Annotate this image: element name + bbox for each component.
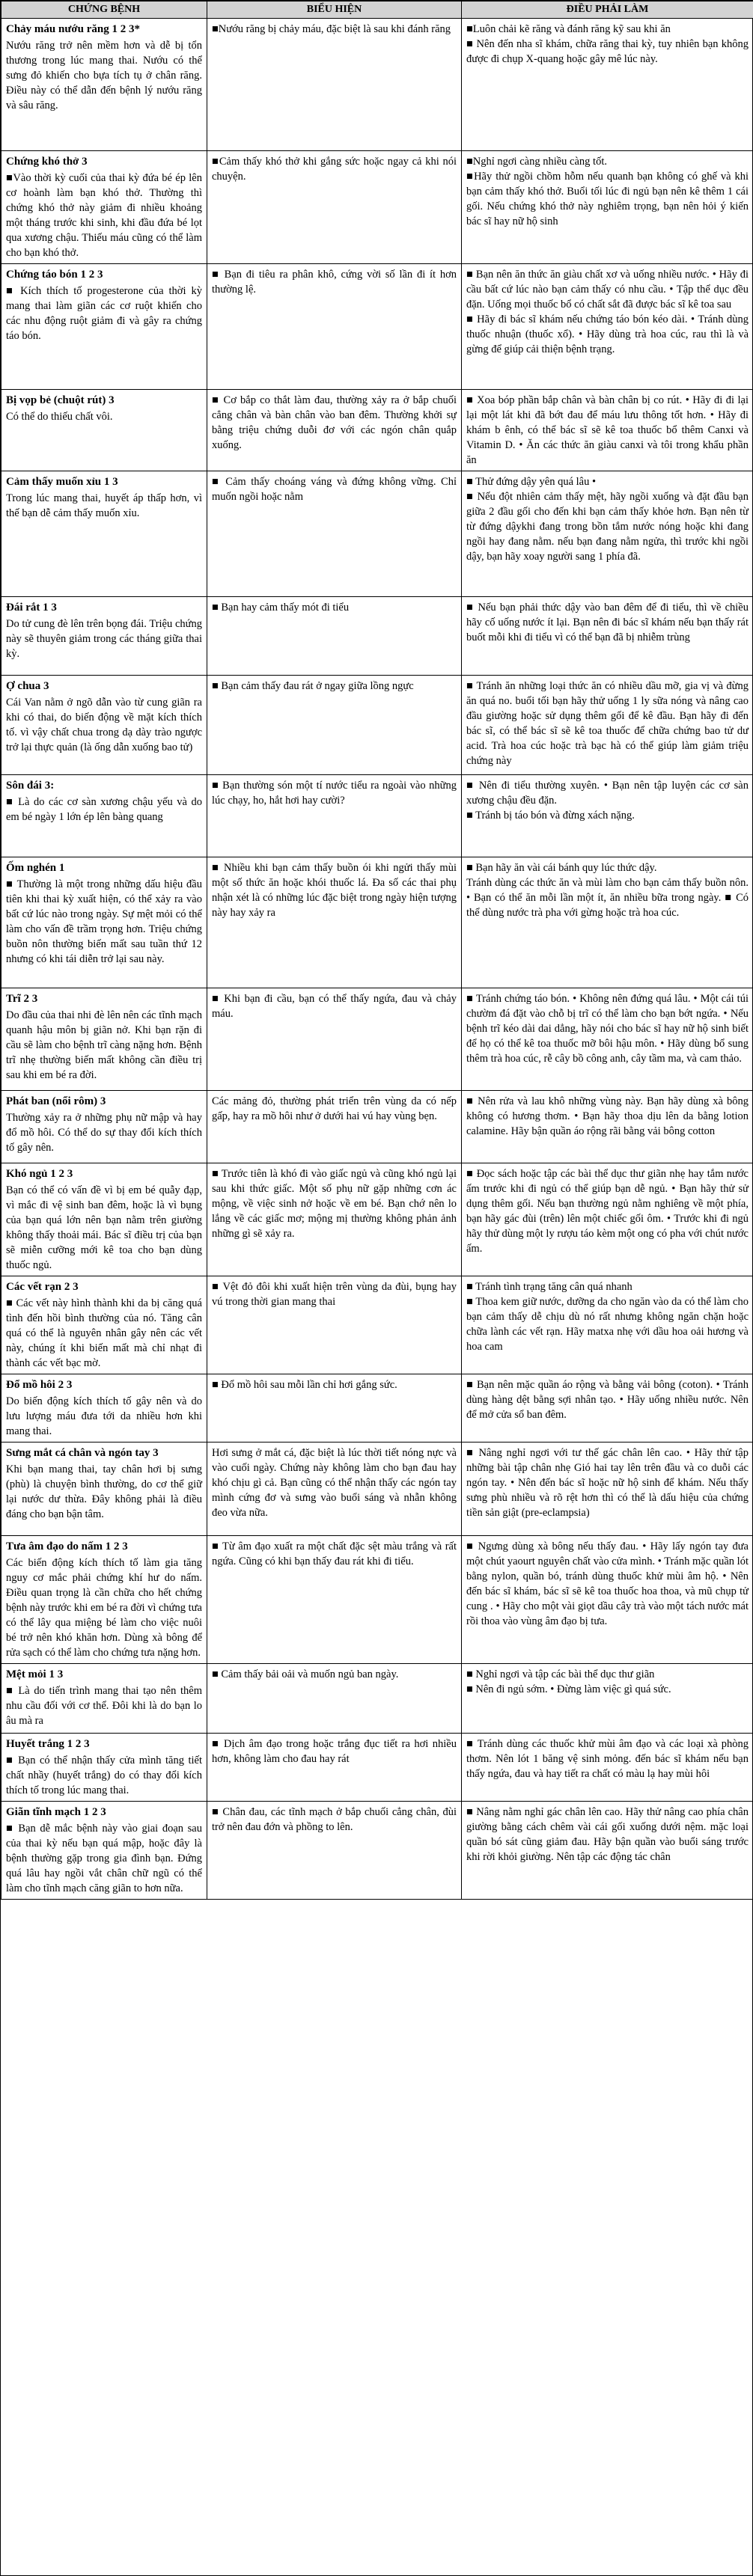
symptoms-cell: ■ Chân đau, các tĩnh mạch ở bắp chuối cẳng chân, đùi trở nên đau đớn và phồng to lên. xyxy=(207,1802,462,1900)
symptoms-cell: ■ Dịch âm đạo trong hoặc trắng đục tiết ra hơi nhiều hơn, không làm cho đau hay rát xyxy=(207,1734,462,1802)
condition-description: ■ Thường là một trong những dấu hiệu đầu tiên khi thai kỳ xuất hiện, có thể xảy ra vào bất cứ lúc nào trong ngày. Sự mệt mỏi có thể làm cho vấn đề trầm trọng hơn. Triệu chứng buồn nôn thường biến mất sau tuần thứ 12 nhưng có khi tái diễn trở lại sau này. xyxy=(6,878,202,965)
condition-cell xyxy=(1,1734,207,1802)
advice-cell: ■ Tránh chứng táo bón. • Không nên đứng quá lâu. • Một cái túi chườm đá đặt vào chỗ bị trĩ có thể làm cho bạn bớt ngứa. • Nếu bệnh trĩ kéo dài dai dẳng, hãy nói cho bác sĩ hay nữ hộ sinh biết để họ có thể kê toa thuốc mỡ bôi hậu môn. • Hãy dùng bổ sung thêm trà hoa cúc, rễ cây bồ công anh, cây tầm ma, và cam thảo. xyxy=(462,988,753,1091)
table-row xyxy=(1,264,753,390)
condition-name: Cảm thấy muốn xỉu 1 3 xyxy=(6,476,118,488)
condition-name: Chảy máu nướu răng 1 2 3* xyxy=(6,23,141,35)
condition-name: Ốm nghén 1 xyxy=(6,862,65,874)
condition-description: Thường xảy ra ở những phụ nữ mập và hay đổ mồ hôi. Có thể do sự thay đổi kích thích tố gây nên. xyxy=(6,1112,202,1154)
advice-cell: ■ Đọc sách hoặc tập các bài thể dục thư giãn nhẹ hay tắm nước ấm trước khi đi ngủ có thể giúp bạn dễ ngủ. • Bạn hãy thử sử dụng thêm gối. Nếu bạn thường ngủ nằm nghiêng về một phía, bạn hãy gác đùi (trên) lên một chiếc gối ôm. • Trước khi đi ngủ hãy thử dùng một ly rượu táo kèm một ong có pha với chút nước ấm. xyxy=(462,1163,753,1276)
condition-cell xyxy=(1,1163,207,1276)
condition-name: Chứng khó thở 3 xyxy=(6,156,88,168)
condition-cell xyxy=(1,264,207,390)
table-row xyxy=(1,1664,753,1734)
condition-description: Do biến động kích thích tố gây nên và do lưu lượng máu đưa tới da nhiều hơn khi mang thai. xyxy=(6,1395,202,1437)
advice-cell: ■ Nếu bạn phải thức dậy vào ban đêm để đi tiểu, thì về chiều hãy cố uống nước ít lại. Bạn nên đi bác sĩ khám nếu bạn thấy rát buốt mỗi khi đi tiểu vì có thể bạn đã bị nhiễm trùng xyxy=(462,597,753,676)
table-row xyxy=(1,775,753,857)
condition-description: ■ Các vết này hình thành khi da bị căng quá tình đến hồi bình thường của nó. Tăng cân quá có thể là nguyên nhân gây nên các vết này, chúng ít khi biến mất mà chỉ nhạt đi thành các vết bạc mờ. xyxy=(6,1297,202,1369)
symptoms-cell: ■ Vệt đỏ đôi khi xuất hiện trên vùng da đùi, bụng hay vú trong thời gian mang thai xyxy=(207,1276,462,1374)
condition-description: ■ Kích thích tố progesterone của thời kỳ mang thai làm giãn các cơ ruột khiến cho các nhu động ruột giảm đi và gây ra chứng táo bón. xyxy=(6,285,202,342)
symptoms-cell: ■ Cảm thấy choáng váng và đứng không vững. Chỉ muốn ngồi hoặc nằm xyxy=(207,471,462,597)
symptoms-cell: ■ Bạn thường són một tí nước tiểu ra ngoài vào những lúc chạy, ho, hắt hơi hay cười? xyxy=(207,775,462,857)
condition-description: Bạn có thể có vấn đề vì bị em bé quẫy đạp, vì mắc đi vệ sinh ban đêm, hoặc là vì bụng của bạn quá lớn nên bạn nằm trên giường không thấy thoải mái. Bác sĩ điều trị của bạn sẽ miễn cưỡng mới kê toa cho bạn dùng thuốc ngủ. xyxy=(6,1184,202,1271)
condition-name: Chứng táo bón 1 2 3 xyxy=(6,269,103,281)
table-row xyxy=(1,676,753,775)
condition-cell xyxy=(1,988,207,1091)
symptoms-cell: ■ Từ âm đạo xuất ra một chất đặc sệt màu trắng và rất ngứa. Cũng có khi bạn thấy đau rát khi đi tiểu. xyxy=(207,1536,462,1664)
table-row xyxy=(1,471,753,597)
condition-description: Do tử cung đè lên trên bọng đái. Triệu chứng này sẽ thuyên giảm trong các tháng giữa thai kỳ. xyxy=(6,618,202,660)
condition-cell xyxy=(1,471,207,597)
condition-name: Trĩ 2 3 xyxy=(6,993,38,1005)
advice-cell: ■ Tránh dùng các thuốc khử mùi âm đạo và các loại xà phòng thơm. Nên lót 1 băng vệ sinh mỏng. đến bác sĩ khám nếu bạn thấy ngứa, đau và hay tiết ra chất có màu lạ hay mùi hôi xyxy=(462,1734,753,1802)
condition-description: Có thể do thiếu chất vôi. xyxy=(6,411,113,423)
advice-cell: ■ Nghỉ ngơi và tập các bài thể dục thư giãn ■ Nên đi ngủ sớm. • Đừng làm việc gì quá sức. xyxy=(462,1664,753,1734)
condition-cell xyxy=(1,1276,207,1374)
advice-cell: ■ Tránh tình trạng tăng cân quá nhanh ■ Thoa kem giữ nước, dưỡng da cho ngăn vào da có thể làm cho bạn cảm thấy dễ chịu dù nó rất nhưng không ngăn chặn hoặc chữa lành các vết rạn. Hãy matxa nhẹ với dầu hoa oải hương và hoa cam xyxy=(462,1276,753,1374)
condition-name: Phát ban (nổi rôm) 3 xyxy=(6,1095,106,1107)
table-row xyxy=(1,390,753,471)
advice-cell: ■Nghỉ ngơi càng nhiều càng tốt. ■Hãy thử ngồi chồm hỗm nếu quanh bạn không có ghế và khi bạn cảm thấy khó thở. Buổi tối lúc đi ngủ bạn nên kê thêm 1 cái gối. Nếu chứng khó thở này nghiêm trọng, bạn nên hỏi ý kiến bác sĩ hay nữ hộ sinh xyxy=(462,151,753,264)
table-body xyxy=(1,19,753,1900)
header-symptoms: BIỂU HIỆN xyxy=(207,1,462,19)
table-row xyxy=(1,988,753,1091)
condition-cell xyxy=(1,1443,207,1536)
advice-cell: ■ Bạn nên mặc quần áo rộng và bằng vải bông (coton). • Tránh dùng hàng dệt bằng sợi nhân tạo. • Hãy uống nhiều nước. Nên để mở cửa sổ ban đêm. xyxy=(462,1374,753,1443)
advice-cell: ■ Thử đứng dậy yên quá lâu • ■ Nếu đột nhiên cảm thấy mệt, hãy ngồi xuống và đặt đầu bạn giữa 2 đầu gối cho đến khi bạn cảm thấy khỏe hơn. Bạn nên từ từ đứng dậykhi đang trong bồn tắm nước nóng hoặc khi đang ngồi hay đang nằm. nếu bạn đang nằm ngửa, thì trước khi ngồi dậy, bạn hãy xoay người sang 1 phía đã. xyxy=(462,471,753,597)
table-row xyxy=(1,1443,753,1536)
condition-description: Nướu răng trở nên mềm hơn và dễ bị tổn thương trong lúc mang thai. Nướu có thể sưng đỏ khiến cho bựa tích tụ ở chân răng. Điều này có thể dẫn đến bệnh lý nướu răng và sâu răng. xyxy=(6,40,202,111)
condition-name: Đổ mồ hôi 2 3 xyxy=(6,1379,73,1391)
condition-description: Các biến động kích thích tố làm gia tăng nguy cơ mắc phải chứng khí hư do nấm. Điều quan trọng là cần chữa cho hết chứng bệnh này trước khi em bé ra đời vì chứng tưa có thể lây qua miệng bé làm cho việc nuôi bé trở nên khó khăn hơn. Dùng xà bông để rửa sạch có thể làm cho chứng tưa nặng hơn. xyxy=(6,1557,202,1659)
advice-cell: ■ Ngưng dùng xà bông nếu thấy đau. • Hãy lấy ngón tay đưa một chút yaourt nguyên chất vào cửa mình. • Tránh mặc quần lót bằng nylon, quần bó, tránh dùng thuốc khử mùi âm hộ. • Nên đến bác sĩ khám, bác sĩ sẽ kê toa thuốc hoa thoa, và mũ chụp tử cung . • Hãy cho một vài giọt dầu cây trà vào một tách nước mát rồi thoa vào vùng âm đạo bị tưa. xyxy=(462,1536,753,1664)
condition-description: Cái Van nằm ở ngõ dẫn vào từ cung giãn ra khi có thai, do biến động về mặt kích thích tố. vì vậy chất chua trong dạ dày trào ngược trở lại thực quản (là ống dẫn xuống bao tử) xyxy=(6,697,202,753)
symptoms-cell: ■ Trước tiên là khó đi vào giấc ngủ và cũng khó ngủ lại sau khi thức giấc. Một số phụ nữ gặp những cơn ác mộng, về việc sinh nở hoặc về em bé. Bạn chớ nên lo lắng về các giấc mơ; mộng mị thường không phản ảnh những gì sẽ xảy ra. xyxy=(207,1163,462,1276)
advice-cell: ■ Nên rửa và lau khô những vùng này. Bạn hãy dùng xà bông không có hương thơm. • Bạn hãy thoa dịu lên da bằng lotion calamine. Hãy bận quần áo rộng rãi bằng vải bông cotton xyxy=(462,1091,753,1163)
symptoms-cell: ■ Cơ bắp co thắt làm đau, thường xảy ra ở bắp chuối cẳng chân và bàn chân vào ban đêm. Thường khởi sự bằng triệu chứng duỗi đơ với các ngón chân quắp xuống. xyxy=(207,390,462,471)
advice-cell: ■ Tránh ăn những loại thức ăn có nhiều dầu mỡ, gia vị và đừng ăn quá no. buổi tối bạn hãy thử uống 1 ly sữa nóng và nâng cao đầu giường hoặc sử dụng thêm gối để kê đầu. Bạn hãy đi đến bác sĩ, có thể bác sĩ sẽ kê toa thuốc để chữa chứng bao tử dư acid. Trà hoa cúc hoặc trà bạc hà có thể giúp làm giảm triệu chứng này xyxy=(462,676,753,775)
condition-cell xyxy=(1,19,207,151)
table-row xyxy=(1,857,753,988)
table-row xyxy=(1,1802,753,1900)
advice-cell: ■Luôn chải kẽ răng và đánh răng kỹ sau khi ăn ■ Nên đến nha sĩ khám, chữa răng thai kỳ, tuy nhiên bạn không được đi chụp X-quang hoặc gây mê lúc này. xyxy=(462,19,753,151)
condition-cell xyxy=(1,857,207,988)
table-row xyxy=(1,1536,753,1664)
symptoms-cell: ■ Khi bạn đi cầu, bạn có thể thấy ngứa, đau và chảy máu. xyxy=(207,988,462,1091)
condition-name: Các vết rạn 2 3 xyxy=(6,1281,79,1293)
symptoms-cell: ■ Bạn hay cảm thấy mót đi tiểu xyxy=(207,597,462,676)
table-row xyxy=(1,151,753,264)
table-row xyxy=(1,597,753,676)
condition-cell xyxy=(1,151,207,264)
condition-name: Sưng mắt cá chân và ngón tay 3 xyxy=(6,1447,159,1459)
advice-cell: ■ Nên đi tiểu thường xuyên. • Bạn nên tập luyện các cơ sàn xương chậu đều đặn. ■ Tránh bị táo bón và đừng xách nặng. xyxy=(462,775,753,857)
table-row xyxy=(1,1374,753,1443)
condition-description: ■Vào thời kỳ cuối của thai kỳ đứa bé ép lên cơ hoành làm bạn khó thở. Thường thì chứng khó thở này giảm đi nhiều khoảng một tháng trước khi sinh, khi đầu đứa bé lọt qua xương chậu. Thiếu máu cũng có thể làm cho bạn khó thở. xyxy=(6,172,202,259)
condition-description: ■ Bạn dễ mắc bệnh này vào giai đoạn sau của thai kỳ nếu bạn quá mập, hoặc đây là bệnh thường gặp trong gia đình bạn. Đứng quá lâu hay ngồi vắt chân chữ ngũ có thể làm cho tĩnh mạch căng giãn to hơn nữa. xyxy=(6,1823,202,1894)
advice-cell: ■ Xoa bóp phần bắp chân và bàn chân bị co rút. • Hãy đi đi lại lại một lát khi đã bớt đau để máu lưu thông tốt hơn. • Hãy đi khám b ênh, có thể bác sĩ sẽ kê toa thuốc bổ thêm Canxi và Vitamin D. • Ăn các thức ăn giàu canxi và tôi trong khẩu phần ăn xyxy=(462,390,753,471)
advice-cell: ■ Bạn hãy ăn vài cái bánh quy lúc thức dậy. Tránh dùng các thức ăn và mùi làm cho bạn cảm thấy buồn nôn. • Bạn có thể ăn mỗi lần một ít, ăn nhiều bữa trong ngày. ■ Có thể dùng nước trà pha với gừng hoặc trà hoa cúc. xyxy=(462,857,753,988)
symptoms-cell: ■Cảm thấy khó thở khi gắng sức hoặc ngay cả khi nói chuyện. xyxy=(207,151,462,264)
condition-cell xyxy=(1,676,207,775)
condition-cell xyxy=(1,1664,207,1734)
condition-description: ■ Là do tiến trình mang thai tạo nên thêm nhu cầu đối với cơ thể. Đôi khi là do bạn lo âu mà ra xyxy=(6,1685,202,1727)
symptoms-cell: ■Nướu răng bị chảy máu, đặc biệt là sau khi đánh răng xyxy=(207,19,462,151)
condition-cell xyxy=(1,1374,207,1443)
table-row xyxy=(1,1163,753,1276)
header-advice: ĐIỀU PHẢI LÀM xyxy=(462,1,753,19)
condition-name: Bị vọp bẻ (chuột rút) 3 xyxy=(6,394,115,406)
table-row xyxy=(1,1091,753,1163)
header-row xyxy=(1,1,753,19)
condition-cell xyxy=(1,390,207,471)
symptoms-cell: ■ Đổ mồ hôi sau mỗi lần chỉ hơi gắng sức. xyxy=(207,1374,462,1443)
condition-description: Khi bạn mang thai, tay chân hơi bị sưng (phù) là chuyện bình thường, do cơ thể giữ lại nước dư thừa. Đây không phải là điều đáng cho bạn bận tâm. xyxy=(6,1463,202,1520)
advice-cell: ■ Nâng nằm nghỉ gác chân lên cao. Hãy thử nâng cao phía chân giường bằng cách chêm vài cái gối xuống dưới nệm. mặc loại quần bó sát cũng giảm đau. Hãy bận quần vào buổi sáng trước khi rời khỏi giường. Nên tập các động tác chân xyxy=(462,1802,753,1900)
condition-cell xyxy=(1,1536,207,1664)
condition-description: Do đầu của thai nhi đè lên nên các tĩnh mạch quanh hậu môn bị giãn nở. Khi bạn rặn đi cầu sẽ làm cho bệnh trĩ càng nặng hơn. Bệnh trĩ nhẹ thường biến mất không cần điều trị sau khi em bé ra đời. xyxy=(6,1009,202,1081)
condition-name: Huyết trắng 1 2 3 xyxy=(6,1738,90,1750)
condition-name: Mệt mỏi 1 3 xyxy=(6,1668,64,1680)
advice-cell: ■ Nâng nghỉ ngơi với tư thế gác chân lên cao. • Hãy thử tập những bài tập chân nhẹ Gió hai tay lên trên đầu và co duỗi các ngón tay. • Nên đến bác sĩ hoặc nữ hộ sinh để khám. Nếu thấy sưng phù nhiều và rõ rệt hơn thì có thể là dấu hiệu của chứng tiền sản giật (pre-eclampsia) xyxy=(462,1443,753,1536)
condition-cell xyxy=(1,597,207,676)
condition-name: Tưa âm đạo do nấm 1 2 3 xyxy=(6,1541,128,1552)
symptoms-cell: ■ Nhiều khi bạn cảm thấy buồn ói khi ngửi thấy mùi một số thức ăn hoặc khói thuốc lá. Đa số các thai phụ nhận xét là có những lúc đặc biệt trong ngày hiện tượng này hay xảy ra xyxy=(207,857,462,988)
header-condition: CHỨNG BỆNH xyxy=(1,1,207,19)
condition-cell xyxy=(1,1802,207,1900)
condition-name: Ợ chua 3 xyxy=(6,680,49,692)
symptoms-cell: Các mảng đỏ, thường phát triển trên vùng da có nếp gấp, hay ra mồ hôi như ở dưới hai vú hay vùng bẹn. xyxy=(207,1091,462,1163)
symptoms-cell: ■ Bạn đi tiêu ra phân khô, cứng vời số lần đi ít hơn thường lệ. xyxy=(207,264,462,390)
symptoms-cell: ■ Cảm thấy bải oải và muốn ngủ ban ngày. xyxy=(207,1664,462,1734)
condition-cell xyxy=(1,775,207,857)
condition-description: ■ Là do các cơ sàn xương chậu yếu và do em bé ngày 1 lớn ép lên bàng quang xyxy=(6,796,202,823)
condition-name: Giãn tĩnh mạch 1 2 3 xyxy=(6,1806,106,1818)
condition-description: ■ Bạn có thể nhận thấy cửa mình tăng tiết chất nhầy (huyết trắng) do có thay đổi kích thích tố trong lúc mang thai. xyxy=(6,1754,202,1796)
condition-name: Sôn đái 3: xyxy=(6,780,55,792)
condition-description: Trong lúc mang thai, huyết áp thấp hơn, vì thế bạn dễ cảm thấy muốn xỉu. xyxy=(6,492,202,519)
condition-cell xyxy=(1,1091,207,1163)
table-row xyxy=(1,1276,753,1374)
advice-cell: ■ Bạn nên ăn thức ăn giàu chất xơ và uống nhiều nước. • Hãy đi cầu bất cứ lúc nào bạn cảm thấy có nhu cầu. • Tập thể dục đều đặn. Uống mọi thuốc bổ có chất sắt đã được bác sĩ kê toa sau ■ Hãy đi bác sĩ khám nếu chứng táo bón kéo dài. • Tránh dùng thuốc nhuận (thuốc xổ). • Hãy dùng trà hoa cúc, rau thì là và gừng để giúp cải thiện bệnh trạng. xyxy=(462,264,753,390)
symptoms-cell: ■ Bạn cảm thấy đau rát ở ngay giữa lồng ngực xyxy=(207,676,462,775)
symptoms-cell: Hơi sưng ở mắt cá, đặc biệt là lúc thời tiết nóng nực và vào cuối ngày. Chứng này không làm cho bạn đau hay khó chịu gì cả. Bạn cũng có thể nhận thấy các ngón tay mình cứng đơ và sưng vào buổi sáng và nhẫn không đeo vừa nữa. xyxy=(207,1443,462,1536)
table-row xyxy=(1,1734,753,1802)
table-row xyxy=(1,19,753,151)
condition-name: Đái rắt 1 3 xyxy=(6,602,57,614)
condition-name: Khó ngủ 1 2 3 xyxy=(6,1168,73,1180)
symptoms-table xyxy=(1,1,753,1900)
